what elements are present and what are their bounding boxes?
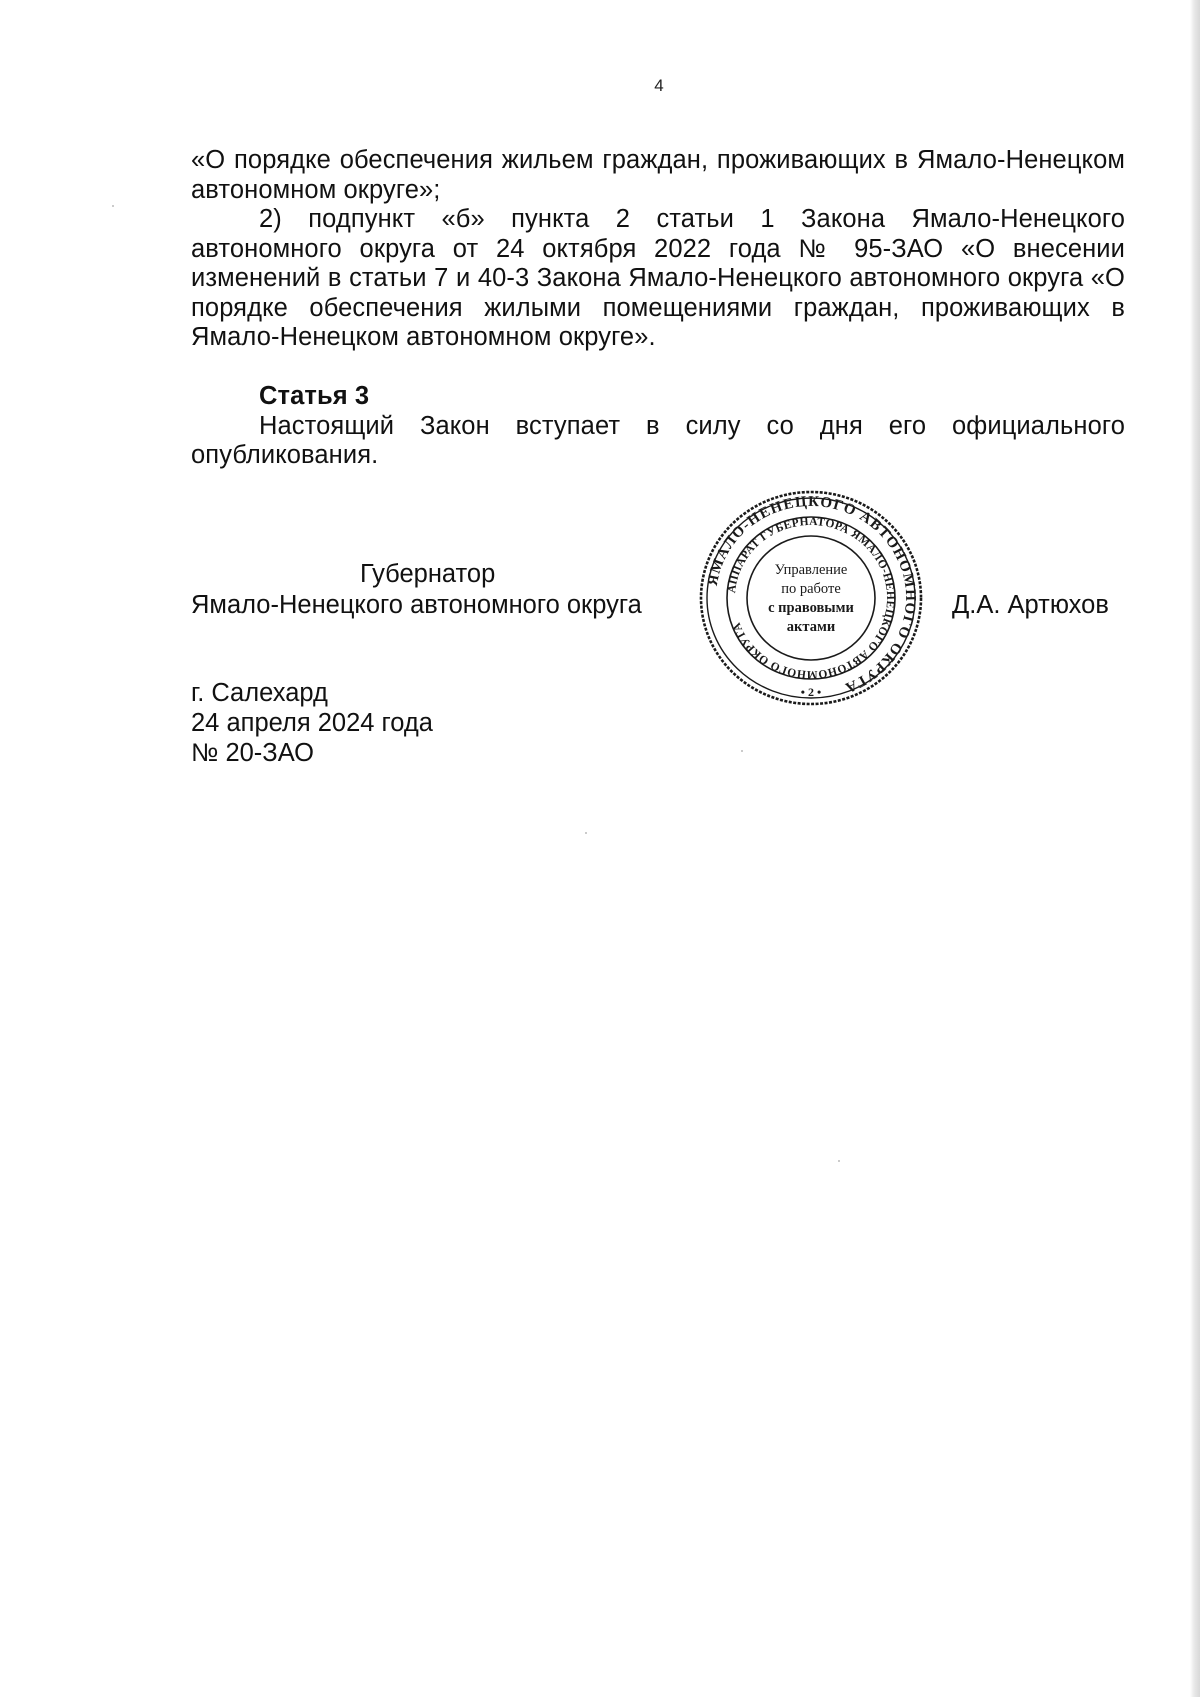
signature-name: Д.А. Артюхов (952, 591, 1109, 619)
page-number: 4 (654, 76, 664, 95)
signature-title: Губернатор (360, 560, 496, 588)
scan-speck (838, 1160, 840, 1162)
stamp-outer-text: ЯМАЛО-НЕНЕЦКОГО АВТОНОМНОГО ОКРУГА (704, 493, 919, 696)
article-3-text: Настоящий Закон вступает в силу со дня его официального опубликования. (191, 411, 1125, 469)
city: г. Салехард (191, 679, 328, 707)
scan-speck (585, 832, 587, 834)
svg-text:АППАРАТ ГУБЕРНАТОРА ЯМАЛО-НЕНЕ (726, 516, 896, 680)
date: 24 апреля 2024 года (191, 709, 433, 737)
scan-speck (741, 750, 743, 752)
article-3 (191, 382, 1125, 471)
paragraph-1: «О порядке обеспечения жильем граждан, проживающих в Ямало-Ненецком автономном округе»; (191, 146, 1125, 204)
law-number: № 20-ЗАО (191, 739, 314, 767)
stamp-center-line-1: Управление (774, 562, 848, 578)
place-date-number (191, 678, 433, 768)
scan-speck (112, 205, 114, 207)
stamp-number: • 2 • (800, 685, 822, 699)
paragraph-2: 2) подпункт «б» пункта 2 статьи 1 Закона Ямало-Ненецкого автономного округа от 24 октября 2022 года № 95-ЗАО «О внесении изменений в статьи 7 и 40-3 Закона Ямало-Ненецкого автономного округа «О порядке обеспечения жилыми помещениями граждан, проживающих в Ямало-Ненецком автономном округе». (191, 205, 1125, 351)
official-seal-stamp (696, 489, 926, 707)
stamp-center-line-3: с правовыми (768, 600, 854, 616)
stamp-center-line-2: по работе (781, 581, 841, 597)
stamp-center-line-4: актами (786, 619, 836, 635)
stamp-inner-text: АППАРАТ ГУБЕРНАТОРА ЯМАЛО-НЕНЕЦКОГО АВТОНОМНОГО ОКРУГА (726, 515, 897, 681)
signature-organization: Ямало-Ненецкого автономного округа (191, 591, 642, 619)
article-3-heading: Статья 3 (259, 382, 370, 410)
law-text-continued (191, 146, 1125, 353)
page-edge-shadow (1190, 0, 1200, 1697)
